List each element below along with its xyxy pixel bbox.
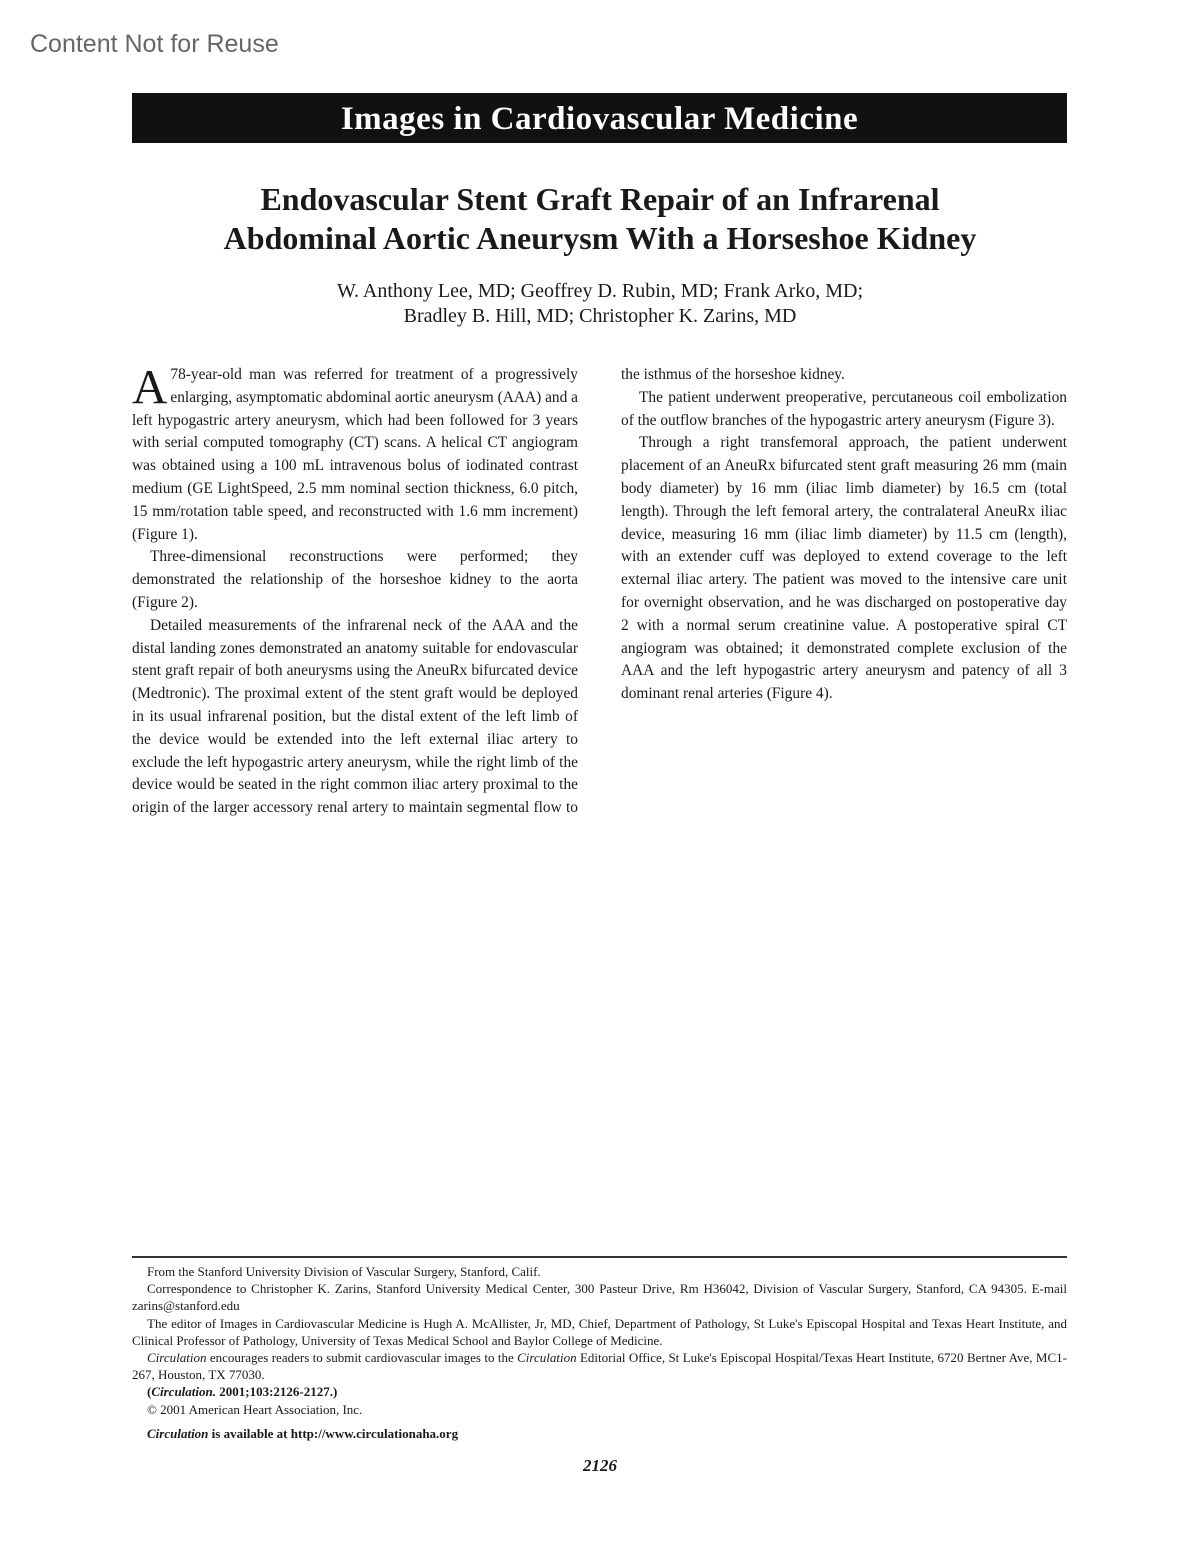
paragraph-2: Three-dimensional reconstructions were performed; they demonstrated the relationship of the horseshoe kidney to the aorta (Figure 2).	[132, 548, 578, 611]
paragraph-5: Through a right transfemoral approach, the patient underwent placement of an AneuRx bifurcated stent graft measuring 26 mm (main body diameter) by 16 mm (iliac limb diameter) by 16.5 cm (total length). Through the left femoral artery, the contralateral AneuRx iliac device, measuring 16 mm (iliac limb diameter) by 11.5 cm (length), with an extender cuff was deployed to extend coverage to the left external iliac artery. The patient was moved to the intensive care unit for overnight observation, and he was discharged on postoperative day 2 with a normal serum creatinine value. A postoperative spiral CT angiogram was obtained; it demonstrated complete exclusion of the AAA and the left hypogastric artery aneurysm and patency of all 3 dominant renal arteries (Figure 4).	[621, 434, 1067, 703]
availability-url: is available at http://www.circulationaha.org	[208, 1425, 459, 1441]
body-column-right	[621, 364, 1067, 706]
authors-line-2: Bradley B. Hill, MD; Christopher K. Zarins, MD	[403, 305, 797, 327]
footnote-divider	[132, 1256, 1067, 1258]
title-line-1: Endovascular Stent Graft Repair of an Infrarenal	[260, 181, 940, 217]
availability-note	[132, 1425, 1067, 1442]
affiliation-note: From the Stanford University Division of Vascular Surgery, Stanford, Calif.	[147, 1264, 541, 1279]
journal-name: Circulation	[517, 1350, 577, 1366]
copyright: © 2001 American Heart Association, Inc.	[147, 1401, 363, 1417]
footnotes	[132, 1263, 1067, 1442]
article-title	[100, 180, 1100, 258]
title-line-2: Abdominal Aortic Aneurysm With a Horseshoe Kidney	[223, 220, 977, 256]
paragraph-1-text: 78-year-old man was referred for treatment of a progressively enlarging, asymptomatic abdominal aortic aneurysm (AAA) and a left hypogastric artery aneurysm, which had been followed for 3 years with serial computed tomography (CT) scans. A helical CT angiogram was obtained using a 100 mL intravenous bolus of iodinated contrast medium (GE LightSpeed, 2.5 mm nominal section thickness, 6.0 pitch, 15 mm/rotation table speed, and reconstructed with 1.6 mm increment) (Figure 1).	[132, 366, 578, 543]
paragraph-3-continued: the isthmus of the horseshoe kidney.	[621, 366, 845, 383]
authors	[100, 279, 1100, 329]
submission-text-b: Editorial Office, St Luke's Episcopal Hospital/Texas Heart Institute, 6720 Bertner Ave, MC1-267, Houston, TX 77030.	[132, 1350, 1067, 1383]
citation-details: 2001;103:2126-2127.)	[216, 1384, 338, 1400]
journal-name: Circulation.	[151, 1384, 217, 1400]
citation-paren: (	[147, 1384, 152, 1400]
watermark: Content Not for Reuse	[30, 30, 279, 58]
page-number: 2126	[583, 1456, 617, 1475]
paragraph-3: Detailed measurements of the infrarenal neck of the AAA and the distal landing zones demonstrated an anatomy suitable for endovascular stent graft repair of both aneurysms using the AneuRx bifurcated device (Medtronic). The proximal extent of the stent graft would be deployed in its usual infrarenal position, but the distal extent of the left limb of the device would be extended into the left external iliac artery to exclude the left hypogastric artery aneurysm, while the right limb of the device would be seated in the right common iliac artery proximal to the origin of the larger accessory renal artery to maintain segmental flow to	[132, 616, 578, 817]
journal-name: Circulation	[147, 1350, 207, 1366]
section-banner: Images in Cardiovascular Medicine	[132, 93, 1067, 143]
citation	[132, 1383, 1067, 1400]
drop-cap: A	[132, 359, 168, 414]
paragraph-1	[132, 359, 578, 546]
body-column-left	[132, 359, 578, 820]
authors-line-1: W. Anthony Lee, MD; Geoffrey D. Rubin, MD; Frank Arko, MD;	[336, 280, 864, 302]
submission-text-a: encourages readers to submit cardiovascular images to the	[206, 1350, 518, 1366]
submission-note	[132, 1349, 1067, 1383]
correspondence-note: Correspondence to Christopher K. Zarins, Stanford University Medical Center, 300 Pasteur Drive, Rm H36042, Division of Vascular Surgery, Stanford, CA 94305. E-mail zarins@stanford.edu	[132, 1281, 1067, 1314]
paragraph-4: The patient underwent preoperative, percutaneous coil embolization of the outflow branches of the hypogastric artery aneurysm (Figure 3).	[621, 388, 1067, 429]
editor-note: The editor of Images in Cardiovascular Medicine is Hugh A. McAllister, Jr, MD, Chief, Department of Pathology, St Luke's Episcopal Hospital and Texas Heart Institute, and Clinical Professor of Pathology, University of Texas Medical School and Baylor College of Medicine.	[132, 1315, 1067, 1348]
journal-name: Circulation	[147, 1425, 209, 1441]
